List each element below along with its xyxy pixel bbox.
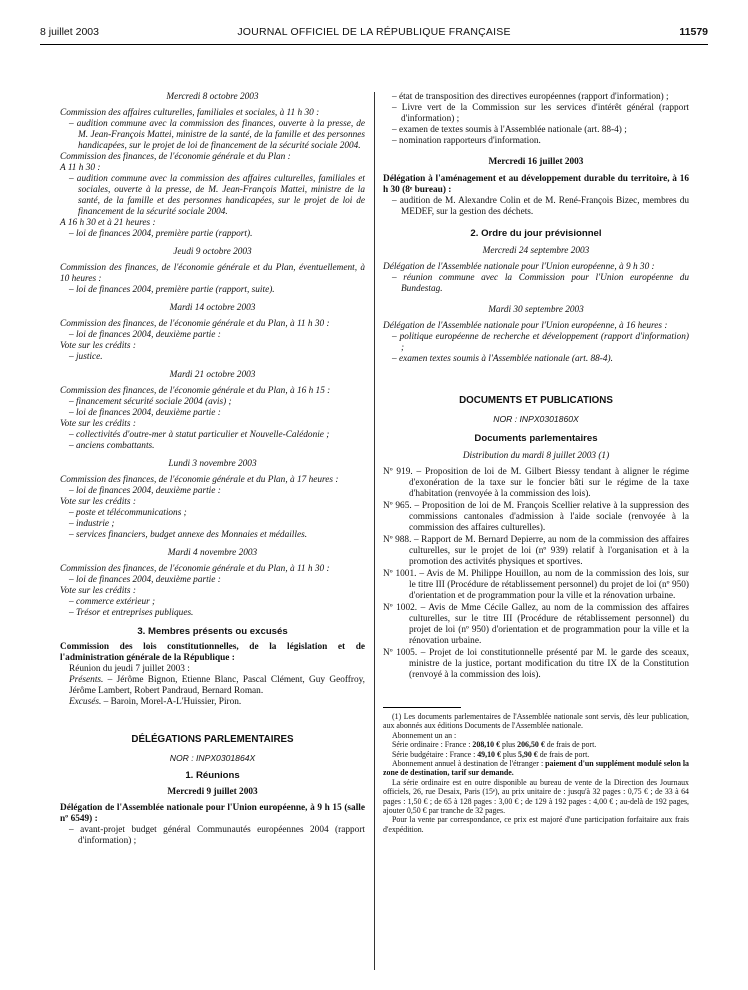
footnote-text: La série ordinaire est en outre disponible au bureau de vente de la Direction des Journaux officiels, 26, rue Desaix, Paris (15ᵉ), au prix unitaire de : jusqu'à 32 pages : 0,75 € ; de 33 à 64 pages : 1,50 € ; de 65 à 128 pages : 3,00 € ; de 129 à 192 pages : 4,00 € ; au-delà de 192 pages, ajouter 0,50 € par tranche de 32 pages. <box>383 777 689 816</box>
section-agenda <box>383 228 689 365</box>
text-line: Vote sur les crédits : <box>60 586 136 596</box>
text-line: Délégation de l'Assemblée nationale pour l'Union européenne, à 16 heures : <box>383 321 668 331</box>
date-heading: Mardi 4 novembre 2003 <box>167 548 258 558</box>
text-line: A 11 h 30 : <box>60 163 101 173</box>
section-oct8 <box>60 92 365 240</box>
nor-reference: NOR : INPX0301860X <box>493 414 579 424</box>
section-nov4 <box>60 548 365 619</box>
section-nov3 <box>60 459 365 541</box>
list-item: – audition commune avec la commission des affaires culturelles, familiales et sociales, ouverte à la presse, de M. Jean-François Mattei, ministre de la santé, de la famille et des personnes handicapées, sur le projet de loi de financement de la sécurité sociale 2004. <box>69 174 365 217</box>
list-item: – loi de finances 2004, deuxième partie : <box>69 486 221 496</box>
meeting-line: Réunion du jeudi 7 juillet 2003 : <box>69 664 190 674</box>
document-item: Nº 919. – Proposition de loi de M. Gilbert Biessy tendant à aligner le régime d'exonération de la taxe sur le foncier bâti sur le régime de la taxe d'habitation (renvoyée à la commission des lois). <box>383 467 689 499</box>
document-item: Nº 1005. – Projet de loi constitutionnelle présenté par M. le garde des sceaux, ministre de la justice, portant modification du titre IX de la Constitution (renvoyé à la commission des lois). <box>383 648 689 680</box>
list-item: – nomination rapporteurs d'information. <box>392 136 541 146</box>
delegations-title: DÉLÉGATIONS PARLEMENTAIRES <box>131 734 294 745</box>
section-documents <box>383 395 689 681</box>
section-title: 3. Membres présents ou excusés <box>137 626 288 637</box>
section-continued <box>383 92 689 147</box>
section-title: 2. Ordre du jour prévisionnel <box>470 228 602 239</box>
date-heading: Mercredi 8 octobre 2003 <box>166 92 259 102</box>
document-item: Nº 1001. – Avis de M. Philippe Houillon, au nom de la commission des lois, sur le titre III (Procédure de rétablissement personnel) du projet de loi (nº 950) d'orientation et de programmation pour la ville et la rénovation urbaine. <box>383 569 689 601</box>
list-item: – état de transposition des directives européennes (rapport d'information) ; <box>392 92 669 102</box>
section-oct14 <box>60 303 365 363</box>
footnote-rule <box>383 707 461 708</box>
excused-list: – Baroin, Morel-A-L'Huissier, Piron. <box>101 697 242 707</box>
list-item: – commerce extérieur ; <box>69 597 156 607</box>
text-line: A 16 h 30 et à 21 heures : <box>60 218 156 228</box>
excused-label: Excusés. <box>69 697 102 707</box>
present-label: Présents. <box>69 675 104 685</box>
text-line: Commission des finances, de l'économie générale et du Plan, à 17 heures : <box>60 475 339 485</box>
section-title: 1. Réunions <box>185 770 240 781</box>
text-line: Commission des finances, de l'économie générale et du Plan, éventuellement, à 10 heures : <box>60 263 365 284</box>
section-oct9 <box>60 247 365 296</box>
page-number: 11579 <box>679 26 708 38</box>
list-item: – audition commune avec la commission des finances, ouverte à la presse, de M. Jean-François Mattei, ministre de la santé, de la famille et des personnes handicapées, sur le projet de loi de financement de la sécurité sociale 2004. <box>69 119 365 151</box>
footnote-text: Abonnement annuel à destination de l'étranger : paiement d'un supplément modulé selon la zone de destination, tarif sur demande. <box>383 759 690 778</box>
distribution-line: Distribution du mardi 8 juillet 2003 (1) <box>462 451 610 461</box>
list-item: – audition de M. Alexandre Colin et de M. René-François Bizec, membres du MEDEF, sur la gestion des déchets. <box>392 196 689 217</box>
text-line: Vote sur les crédits : <box>60 497 136 507</box>
price-line: Série budgétaire : France : 49,10 € plus 5,90 € de frais de port. <box>392 749 590 759</box>
nor-reference: NOR : INPX0301864X <box>169 753 256 763</box>
footnote-text: (1) Les documents parlementaires de l'Assemblée nationale sont servis, dès leur publication, aux abonnés aux éditions Documents de l'Assemblée nationale. <box>383 712 689 731</box>
list-item: – financement sécurité sociale 2004 (avis) ; <box>69 397 232 407</box>
list-item: – loi de finances 2004, première partie (rapport, suite). <box>69 285 275 295</box>
documents-subtitle: Documents parlementaires <box>474 433 598 444</box>
delegation-name: Délégation de l'Assemblée nationale pour l'Union européenne, à 9 h 15 (salle nº 6549) : <box>60 803 365 824</box>
date-heading: Mardi 14 octobre 2003 <box>169 303 256 313</box>
list-item: – justice. <box>69 352 103 362</box>
header-date: 8 juillet 2003 <box>40 26 99 38</box>
date-heading: Mercredi 16 juillet 2003 <box>488 157 584 167</box>
footnote-text: Abonnement un an : <box>392 730 457 740</box>
document-item: Nº 1002. – Avis de Mme Cécile Gallez, au nom de la commission des affaires culturelles, sur le titre III (Procédure de rétablissement personnel) du projet de loi (nº 950) d'orientation et de programmation pour la ville et la rénovation urbaine. <box>383 603 689 646</box>
document-item: Nº 988. – Rapport de M. Bernard Depierre, au nom de la commission des affaires culturelles, sur le projet de loi (nº 939) relatif à l'organisation et à la promotion des activités physiques et sportives. <box>383 535 689 567</box>
date-heading: Lundi 3 novembre 2003 <box>168 459 257 469</box>
present-list: – Jérôme Bignon, Etienne Blanc, Pascal Clément, Guy Geoffroy, Jérôme Lambert, Robert Pandraud, Bernard Roman. <box>69 675 365 696</box>
list-item: – loi de finances 2004, deuxième partie : <box>69 575 221 585</box>
date-heading: Mercredi 9 juillet 2003 <box>167 787 258 797</box>
right-column <box>383 92 689 834</box>
list-item: – loi de finances 2004, deuxième partie : <box>69 330 221 340</box>
committee-name: Commission des lois constitutionnelles, de la législation et de l'administration générale de la République : <box>60 642 365 663</box>
text-line: Commission des finances, de l'économie générale et du Plan : <box>60 152 291 162</box>
left-column <box>60 92 365 847</box>
price-line: Série ordinaire : France : 208,10 € plus 206,50 € de frais de port. <box>392 740 597 750</box>
list-item: – examen de textes soumis à l'Assemblée nationale (art. 88-4) ; <box>392 125 627 135</box>
section-jul16 <box>383 157 689 218</box>
text-line: Vote sur les crédits : <box>60 419 136 429</box>
text-line: Commission des finances, de l'économie générale et du Plan, à 11 h 30 : <box>60 319 330 329</box>
footnote-text: Pour la vente par correspondance, ce prix est majoré d'une participation forfaitaire aux frais d'expédition. <box>383 815 689 834</box>
text-line: Commission des finances, de l'économie générale et du Plan, à 11 h 30 : <box>60 564 330 574</box>
text-line: Commission des finances, de l'économie générale et du Plan, à 16 h 15 : <box>60 386 331 396</box>
list-item: – poste et télécommunications ; <box>69 508 187 518</box>
list-item: – examen textes soumis à l'Assemblée nationale (art. 88-4). <box>392 354 613 364</box>
page-header <box>40 26 708 44</box>
section-delegations <box>60 734 365 847</box>
section-members <box>60 626 365 708</box>
date-heading: Mercredi 24 septembre 2003 <box>482 246 590 256</box>
text-line: Délégation de l'Assemblée nationale pour l'Union européenne, à 9 h 30 : <box>383 262 655 272</box>
text-line: Commission des affaires culturelles, familiales et sociales, à 11 h 30 : <box>60 108 320 118</box>
header-rule <box>40 44 708 45</box>
date-heading: Mardi 30 septembre 2003 <box>488 305 584 315</box>
date-heading: Jeudi 9 octobre 2003 <box>173 247 252 257</box>
list-item: – collectivités d'outre-mer à statut particulier et Nouvelle-Calédonie ; <box>69 430 330 440</box>
list-item: – Livre vert de la Commission sur les services d'intérêt général (rapport d'information) ; <box>392 103 689 124</box>
list-item: – réunion commune avec la Commission pour l'Union européenne du Bundestag. <box>392 273 689 294</box>
list-item: – loi de finances 2004, première partie (rapport). <box>69 229 253 239</box>
list-item: – industrie ; <box>69 519 115 529</box>
list-item: – anciens combattants. <box>69 441 155 451</box>
section-oct21 <box>60 370 365 452</box>
list-item: – Trésor et entreprises publiques. <box>69 608 194 618</box>
delegation-name: Délégation à l'aménagement et au développement durable du territoire, à 16 h 30 (8ᵉ bureau) : <box>383 174 689 195</box>
text-line: Vote sur les crédits : <box>60 341 136 351</box>
date-heading: Mardi 21 octobre 2003 <box>169 370 256 380</box>
footnote <box>383 712 689 834</box>
documents-title: DOCUMENTS ET PUBLICATIONS <box>459 395 613 406</box>
document-item: Nº 965. – Proposition de loi de M. François Scellier relative à la suppression des commissions cantonales d'admission à l'aide sociale (renvoyée à la commission des affaires culturelles). <box>383 501 689 533</box>
journal-title: JOURNAL OFFICIEL DE LA RÉPUBLIQUE FRANÇAISE <box>237 26 511 38</box>
list-item: – services financiers, budget annexe des Monnaies et médailles. <box>69 530 308 540</box>
list-item: – avant-projet budget général Communautés européennes 2004 (rapport d'information) ; <box>69 825 365 846</box>
column-separator <box>374 92 375 970</box>
list-item: – politique européenne de recherche et développement (rapport d'information) ; <box>392 332 689 353</box>
list-item: – loi de finances 2004, deuxième partie : <box>69 408 221 418</box>
